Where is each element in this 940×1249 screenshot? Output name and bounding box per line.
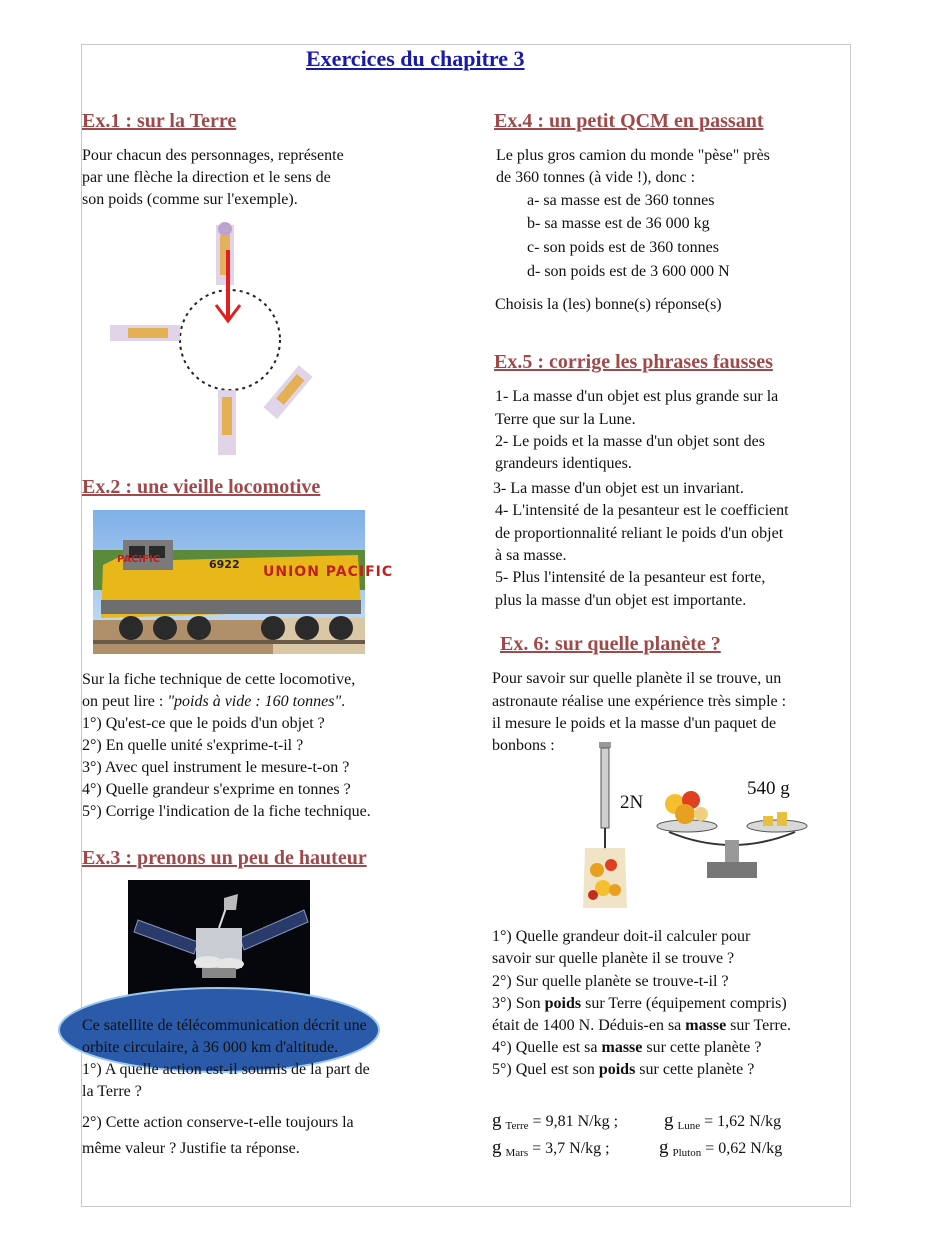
ex3-text-line: orbite circulaire, à 36 000 km d'altitude. <box>82 1039 339 1056</box>
ex4-option: b- sa masse est de 36 000 kg <box>527 215 710 232</box>
ex4-intro-line: Le plus gros camion du monde "pèse" près <box>496 147 770 164</box>
ex4-option: c- son poids est de 360 tonnes <box>527 239 719 256</box>
ex3-text-line: la Terre ? <box>82 1083 142 1100</box>
ex1-heading: Ex.1 : sur la Terre <box>82 110 237 132</box>
ex2-intro-line: on peut lire : "poids à vide : 160 tonnes". <box>82 693 346 710</box>
ex6-q1-line: savoir sur quelle planète il se trouve ? <box>492 950 735 967</box>
ex4-option: d- son poids est de 3 600 000 N <box>527 263 730 280</box>
ex1-text-line: Pour chacun des personnages, représente <box>82 147 344 164</box>
ex5-line: Terre que sur la Lune. <box>495 411 636 428</box>
figure-top-icon <box>216 222 234 285</box>
ex6-q1-line: 1°) Quelle grandeur doit-il calculer pour <box>492 928 751 945</box>
ex2-question: 1°) Qu'est-ce que le poids d'un objet ? <box>82 715 325 732</box>
ex5-line: 3- La masse d'un objet est un invariant. <box>493 480 744 497</box>
figure-left-icon <box>110 325 180 341</box>
ex6-q4: 4°) Quelle est sa masse sur cette planète ? <box>492 1039 762 1056</box>
ex2-question: 3°) Avec quel instrument le mesure-t-on ? <box>82 759 350 776</box>
ex6-q2: 2°) Sur quelle planète se trouve-t-il ? <box>492 973 729 990</box>
ex5-line: à sa masse. <box>495 547 567 564</box>
g-mars-value: g Mars = 3,7 N/kg ; <box>492 1137 610 1159</box>
ex3-q2-line: 2°) Cette action conserve-t-elle toujours la <box>82 1114 354 1131</box>
loco-number-text: 6922 <box>209 558 240 571</box>
ex6-intro-line: Pour savoir sur quelle planète il se trouve, un <box>492 670 782 687</box>
ex5-line: 2- Le poids et la masse d'un objet sont des <box>495 433 765 450</box>
ex4-instruction: Choisis la (les) bonne(s) réponse(s) <box>495 296 722 313</box>
ex5-line: 4- L'intensité de la pesanteur est le coefficient <box>495 502 789 519</box>
ex6-q5: 5°) Quel est son poids sur cette planète ? <box>492 1061 755 1078</box>
ex3-q2-line: même valeur ? Justifie ta réponse. <box>82 1140 300 1157</box>
scale-label: 540 g <box>747 778 790 799</box>
ex3-heading: Ex.3 : prenons un peu de hauteur <box>82 847 367 869</box>
earth-figures-diagram <box>100 215 335 460</box>
ex2-question: 5°) Corrige l'indication de la fiche technique. <box>82 803 371 820</box>
ex6-q3-line: 3°) Son poids sur Terre (équipement compris) <box>492 995 787 1012</box>
figure-bottom-icon <box>218 390 236 455</box>
ex6-intro-line: bonbons : <box>492 737 555 754</box>
ex6-intro-line: il mesure le poids et la masse d'un paquet de <box>492 715 777 732</box>
g-terre-value: g Terre = 9,81 N/kg ; <box>492 1110 619 1132</box>
locomotive-photo <box>93 510 394 654</box>
ex2-question: 2°) En quelle unité s'exprime-t-il ? <box>82 737 304 754</box>
ex2-intro-line: Sur la fiche technique de cette locomotive, <box>82 671 356 688</box>
ex4-heading: Ex.4 : un petit QCM en passant <box>494 110 764 132</box>
page-title: Exercices du chapitre 3 <box>306 46 525 71</box>
g-lune-value: g Lune = 1,62 N/kg <box>664 1110 782 1132</box>
ex2-heading: Ex.2 : une vieille locomotive <box>82 476 321 498</box>
ex6-heading: Ex. 6: sur quelle planète ? <box>500 633 721 655</box>
ex1-text-line: par une flèche la direction et le sens de <box>82 169 331 186</box>
ex4-option: a- sa masse est de 360 tonnes <box>527 192 715 209</box>
ex6-q3-line: était de 1400 N. Déduis-en sa masse sur Terre. <box>492 1017 791 1034</box>
dynamometer-icon <box>575 740 635 912</box>
loco-label-text: PACIFIC <box>117 554 161 565</box>
ex4-intro-line: de 360 tonnes (à vide !), donc : <box>496 169 696 186</box>
ex5-line: 5- Plus l'intensité de la pesanteur est forte, <box>495 569 766 586</box>
ex3-text-line: Ce satellite de télécommunication décrit une <box>82 1017 367 1034</box>
figure-bottom-right-icon <box>263 365 312 419</box>
g-pluton-value: g Pluton = 0,62 N/kg <box>659 1137 783 1159</box>
loco-brand-text: UNION PACIFIC <box>263 564 394 580</box>
ex5-line: de proportionnalité reliant le poids d'un objet <box>495 525 784 542</box>
ex2-question: 4°) Quelle grandeur s'exprime en tonnes ? <box>82 781 351 798</box>
ex6-intro-line: astronaute réalise une expérience très simple : <box>492 693 787 710</box>
satellite-photo <box>128 880 310 1006</box>
ex5-heading: Ex.5 : corrige les phrases fausses <box>494 351 773 373</box>
ex5-line: 1- La masse d'un objet est plus grande sur la <box>495 388 779 405</box>
ex3-text-line: 1°) A quelle action est-il soumis de la part de <box>82 1061 370 1078</box>
ex1-text-line: son poids (comme sur l'exemple). <box>82 191 298 208</box>
ex2-quote: "poids à vide : 160 tonnes" <box>167 693 342 710</box>
ex5-line: grandeurs identiques. <box>495 455 632 472</box>
dynamometer-label: 2N <box>620 792 644 813</box>
ex5-line: plus la masse d'un objet est importante. <box>495 592 747 609</box>
